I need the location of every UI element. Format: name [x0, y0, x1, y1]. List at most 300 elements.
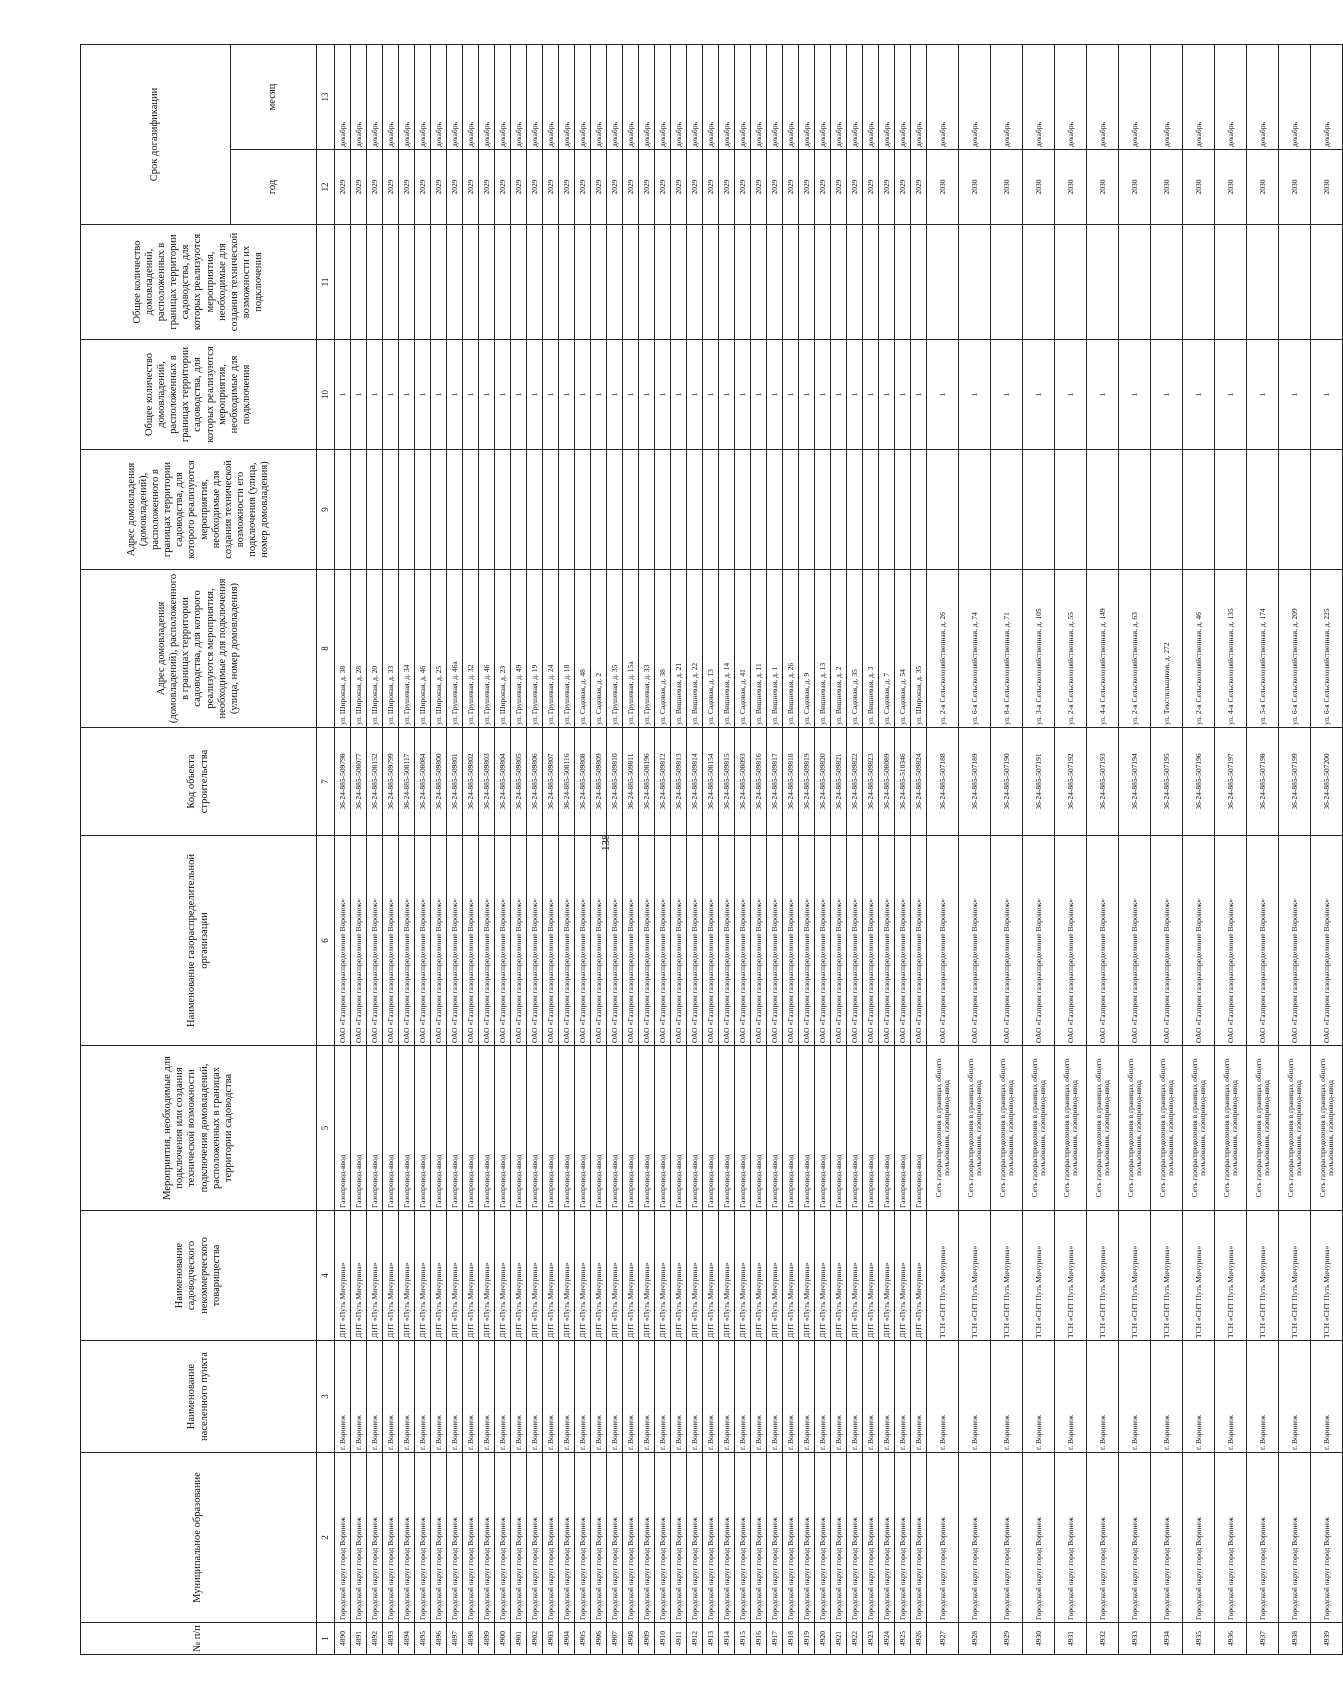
cell-year: 2029 — [783, 150, 799, 225]
cell-row-number: 4920 — [815, 1623, 831, 1655]
cell-partnership-name: ДНТ «Путь Мичурина» — [847, 1211, 863, 1341]
cell-row-number: 4910 — [655, 1623, 671, 1655]
cell-row-number: 4928 — [959, 1623, 991, 1655]
cell-partnership-name: ДНТ «Путь Мичурина» — [447, 1211, 463, 1341]
cell-count-capability — [783, 225, 799, 340]
cell-count-connection: 1 — [671, 340, 687, 450]
cell-year: 2029 — [895, 150, 911, 225]
cell-row-number: 4901 — [511, 1623, 527, 1655]
cell-count-capability — [719, 225, 735, 340]
cell-municipality: Городской округ город Воронеж — [1215, 1453, 1247, 1623]
column-number: 4 — [317, 1211, 335, 1341]
cell-year: 2029 — [879, 150, 895, 225]
table-row — [671, 44, 687, 1654]
cell-object-code: 36-24-885-507195 — [1151, 728, 1183, 836]
cell-gas-organization: ОАО «Газпром газораспределение Воронеж» — [399, 836, 415, 1046]
cell-gas-organization: ОАО «Газпром газораспределение Воронеж» — [623, 836, 639, 1046]
cell-partnership-name: ДНТ «Путь Мичурина» — [495, 1211, 511, 1341]
column-number: 1 — [317, 1623, 335, 1655]
cell-count-capability — [671, 225, 687, 340]
cell-address-capability — [959, 450, 991, 570]
cell-gas-organization: ОАО «Газпром газораспределение Воронеж» — [559, 836, 575, 1046]
cell-count-connection: 1 — [1087, 340, 1119, 450]
table-row — [927, 44, 959, 1654]
cell-count-connection: 1 — [863, 340, 879, 450]
cell-count-connection: 1 — [895, 340, 911, 450]
cell-measure: Газопровод-ввод — [463, 1046, 479, 1211]
cell-month: декабрь — [1279, 44, 1311, 149]
cell-partnership-name: ДНТ «Путь Мичурина» — [335, 1211, 351, 1341]
cell-count-connection: 1 — [1279, 340, 1311, 450]
cell-partnership-name: ТСН «СНТ Путь Мичурина» — [1087, 1211, 1119, 1341]
cell-count-connection: 1 — [639, 340, 655, 450]
cell-settlement: г. Воронеж — [703, 1341, 719, 1453]
cell-address-connection: ул. Вишневая, д. 21 — [671, 570, 687, 728]
cell-settlement: г. Воронеж — [847, 1341, 863, 1453]
cell-month: декабрь — [735, 44, 751, 149]
cell-settlement: г. Воронеж — [671, 1341, 687, 1453]
cell-municipality: Городской округ город Воронеж — [511, 1453, 527, 1623]
cell-partnership-name: ДНТ «Путь Мичурина» — [351, 1211, 367, 1341]
cell-count-capability — [1247, 225, 1279, 340]
cell-count-connection: 1 — [991, 340, 1023, 450]
cell-address-connection: ул. Садовая, д. 9 — [799, 570, 815, 728]
cell-settlement: г. Воронеж — [463, 1341, 479, 1453]
cell-municipality: Городской округ город Воронеж — [687, 1453, 703, 1623]
cell-count-capability — [751, 225, 767, 340]
cell-partnership-name: ДНТ «Путь Мичурина» — [815, 1211, 831, 1341]
cell-count-capability — [1151, 225, 1183, 340]
header-col8: Адрес домовладения (домовладений), расположенного в границах территории садоводства, для которого реализуются мероприятия, необходимые для подключения (улица, номер домовладения) — [81, 570, 317, 728]
cell-object-code: 36-24-885-509815 — [719, 728, 735, 836]
cell-object-code: 36-24-885-509800 — [431, 728, 447, 836]
cell-object-code: 36-24-885-508077 — [351, 728, 367, 836]
cell-address-connection: ул. Широкая, д. 23 — [495, 570, 511, 728]
cell-municipality: Городской округ город Воронеж — [799, 1453, 815, 1623]
cell-object-code: 36-24-885-509823 — [863, 728, 879, 836]
cell-address-capability — [799, 450, 815, 570]
cell-count-connection: 1 — [463, 340, 479, 450]
cell-address-connection: ул. Широкая, д. 28 — [351, 570, 367, 728]
cell-year: 2029 — [463, 150, 479, 225]
cell-municipality: Городской округ город Воронеж — [831, 1453, 847, 1623]
cell-year: 2029 — [847, 150, 863, 225]
cell-year: 2029 — [719, 150, 735, 225]
cell-object-code: 36-24-885-509820 — [815, 728, 831, 836]
cell-measure: Сеть газораспределения в границах общего пользования, газопровод-ввод — [1311, 1046, 1343, 1211]
cell-year: 2030 — [1087, 150, 1119, 225]
cell-month: декабрь — [479, 44, 495, 149]
cell-object-code: 36-24-885-509801 — [447, 728, 463, 836]
cell-year: 2029 — [911, 150, 927, 225]
header-col2: Муниципальное образование — [81, 1453, 317, 1623]
table-row — [479, 44, 495, 1654]
cell-measure: Газопровод-ввод — [783, 1046, 799, 1211]
cell-address-capability — [399, 450, 415, 570]
cell-address-capability — [1087, 450, 1119, 570]
cell-row-number: 4939 — [1311, 1623, 1343, 1655]
cell-partnership-name: ТСН «СНТ Путь Мичурина» — [1023, 1211, 1055, 1341]
cell-object-code: 36-24-885-509803 — [479, 728, 495, 836]
cell-count-capability — [1183, 225, 1215, 340]
cell-object-code: 36-24-885-507194 — [1119, 728, 1151, 836]
cell-count-capability — [335, 225, 351, 340]
cell-count-connection: 1 — [559, 340, 575, 450]
cell-address-connection: ул. Грушевая, д. 19 — [527, 570, 543, 728]
cell-measure: Газопровод-ввод — [911, 1046, 927, 1211]
cell-row-number: 4917 — [767, 1623, 783, 1655]
table-row — [1247, 44, 1279, 1654]
cell-month: декабрь — [719, 44, 735, 149]
cell-row-number: 4892 — [367, 1623, 383, 1655]
cell-settlement: г. Воронеж — [511, 1341, 527, 1453]
cell-year: 2029 — [415, 150, 431, 225]
cell-address-capability — [783, 450, 799, 570]
table-row — [431, 44, 447, 1654]
table-row — [991, 44, 1023, 1654]
cell-year: 2029 — [671, 150, 687, 225]
cell-measure: Газопровод-ввод — [895, 1046, 911, 1211]
cell-row-number: 4931 — [1055, 1623, 1087, 1655]
cell-count-connection: 1 — [431, 340, 447, 450]
cell-partnership-name: ДНТ «Путь Мичурина» — [735, 1211, 751, 1341]
cell-row-number: 4933 — [1119, 1623, 1151, 1655]
cell-address-capability — [351, 450, 367, 570]
cell-object-code: 36-24-885-509818 — [783, 728, 799, 836]
cell-row-number: 4930 — [1023, 1623, 1055, 1655]
cell-row-number: 4937 — [1247, 1623, 1279, 1655]
table-row — [575, 44, 591, 1654]
cell-count-capability — [767, 225, 783, 340]
cell-municipality: Городской округ город Воронеж — [431, 1453, 447, 1623]
cell-count-capability — [383, 225, 399, 340]
cell-object-code: 36-24-885-507193 — [1087, 728, 1119, 836]
cell-count-capability — [735, 225, 751, 340]
cell-address-connection: ул. Вишневая, д. 11 — [751, 570, 767, 728]
table-row — [1119, 44, 1151, 1654]
cell-address-capability — [463, 450, 479, 570]
cell-address-capability — [767, 450, 783, 570]
cell-row-number: 4918 — [783, 1623, 799, 1655]
cell-object-code: 36-24-885-510346 — [895, 728, 911, 836]
cell-partnership-name: ДНТ «Путь Мичурина» — [911, 1211, 927, 1341]
table-row — [799, 44, 815, 1654]
cell-month: декабрь — [639, 44, 655, 149]
cell-settlement: г. Воронеж — [559, 1341, 575, 1453]
cell-count-connection: 1 — [751, 340, 767, 450]
cell-count-connection: 1 — [735, 340, 751, 450]
cell-measure: Газопровод-ввод — [879, 1046, 895, 1211]
cell-month: декабрь — [495, 44, 511, 149]
cell-address-capability — [1311, 450, 1343, 570]
cell-object-code: 36-24-885-509822 — [847, 728, 863, 836]
cell-gas-organization: ОАО «Газпром газораспределение Воронеж» — [527, 836, 543, 1046]
cell-count-capability — [527, 225, 543, 340]
cell-month: декабрь — [511, 44, 527, 149]
cell-year: 2030 — [1311, 150, 1343, 225]
cell-count-capability — [847, 225, 863, 340]
cell-gas-organization: ОАО «Газпром газораспределение Воронеж» — [543, 836, 559, 1046]
cell-address-capability — [735, 450, 751, 570]
cell-gas-organization: ОАО «Газпром газораспределение Воронеж» — [1055, 836, 1087, 1046]
cell-row-number: 4905 — [575, 1623, 591, 1655]
cell-measure: Сеть газораспределения в границах общего пользования, газопровод-ввод — [1119, 1046, 1151, 1211]
cell-gas-organization: ОАО «Газпром газораспределение Воронеж» — [1311, 836, 1343, 1046]
cell-settlement: г. Воронеж — [783, 1341, 799, 1453]
cell-settlement: г. Воронеж — [591, 1341, 607, 1453]
cell-row-number: 4899 — [479, 1623, 495, 1655]
table-row — [447, 44, 463, 1654]
cell-municipality: Городской округ город Воронеж — [815, 1453, 831, 1623]
cell-month: декабрь — [815, 44, 831, 149]
cell-measure: Сеть газораспределения в границах общего пользования, газопровод-ввод — [1183, 1046, 1215, 1211]
cell-measure: Газопровод-ввод — [639, 1046, 655, 1211]
cell-object-code: 36-24-885-507192 — [1055, 728, 1087, 836]
cell-object-code: 36-24-885-508117 — [399, 728, 415, 836]
cell-address-connection: ул. Грушевая, д. 15а — [623, 570, 639, 728]
cell-measure: Сеть газораспределения в границах общего пользования, газопровод-ввод — [959, 1046, 991, 1211]
table-row — [687, 44, 703, 1654]
cell-municipality: Городской округ город Воронеж — [1247, 1453, 1279, 1623]
cell-object-code: 36-24-885-507191 — [1023, 728, 1055, 836]
cell-count-capability — [431, 225, 447, 340]
cell-address-capability — [495, 450, 511, 570]
cell-year: 2029 — [479, 150, 495, 225]
cell-measure: Газопровод-ввод — [399, 1046, 415, 1211]
cell-municipality: Городской округ город Воронеж — [527, 1453, 543, 1623]
cell-object-code: 36-24-885-507196 — [1183, 728, 1215, 836]
cell-gas-organization: ОАО «Газпром газораспределение Воронеж» — [1279, 836, 1311, 1046]
cell-municipality: Городской округ город Воронеж — [847, 1453, 863, 1623]
cell-address-capability — [815, 450, 831, 570]
table-row — [1055, 44, 1087, 1654]
cell-year: 2029 — [495, 150, 511, 225]
cell-address-connection: ул. Вишневая, д. 13 — [815, 570, 831, 728]
cell-month: декабрь — [399, 44, 415, 149]
cell-municipality: Городской округ город Воронеж — [495, 1453, 511, 1623]
cell-gas-organization: ОАО «Газпром газораспределение Воронеж» — [591, 836, 607, 1046]
cell-row-number: 4916 — [751, 1623, 767, 1655]
cell-month: декабрь — [879, 44, 895, 149]
cell-gas-organization: ОАО «Газпром газораспределение Воронеж» — [1151, 836, 1183, 1046]
cell-measure: Газопровод-ввод — [591, 1046, 607, 1211]
header-col3: Наименование населенного пункта — [81, 1341, 317, 1453]
cell-gas-organization: ОАО «Газпром газораспределение Воронеж» — [1087, 836, 1119, 1046]
cell-address-capability — [671, 450, 687, 570]
table-row — [559, 44, 575, 1654]
cell-municipality: Городской округ город Воронеж — [655, 1453, 671, 1623]
cell-address-capability — [1055, 450, 1087, 570]
cell-address-connection: ул. Грушевая, д. 18 — [559, 570, 575, 728]
cell-count-connection: 1 — [1215, 340, 1247, 450]
cell-count-capability — [863, 225, 879, 340]
cell-address-capability — [575, 450, 591, 570]
cell-gas-organization: ОАО «Газпром газораспределение Воронеж» — [1247, 836, 1279, 1046]
cell-count-capability — [1087, 225, 1119, 340]
cell-settlement: г. Воронеж — [351, 1341, 367, 1453]
table-row — [911, 44, 927, 1654]
cell-partnership-name: ДНТ «Путь Мичурина» — [575, 1211, 591, 1341]
cell-gas-organization: ОАО «Газпром газораспределение Воронеж» — [991, 836, 1023, 1046]
cell-count-capability — [575, 225, 591, 340]
table-row — [847, 44, 863, 1654]
cell-measure: Газопровод-ввод — [495, 1046, 511, 1211]
table-row — [495, 44, 511, 1654]
cell-object-code: 36-24-885-509821 — [831, 728, 847, 836]
cell-row-number: 4926 — [911, 1623, 927, 1655]
cell-measure: Сеть газораспределения в границах общего пользования, газопровод-ввод — [1247, 1046, 1279, 1211]
cell-measure: Газопровод-ввод — [767, 1046, 783, 1211]
cell-measure: Газопровод-ввод — [671, 1046, 687, 1211]
cell-object-code: 36-24-885-507188 — [927, 728, 959, 836]
cell-address-connection: ул. 6-я Сельскохозяйственная, д. 225 — [1311, 570, 1343, 728]
cell-partnership-name: ДНТ «Путь Мичурина» — [863, 1211, 879, 1341]
cell-count-capability — [367, 225, 383, 340]
table-row — [511, 44, 527, 1654]
cell-address-capability — [991, 450, 1023, 570]
cell-municipality: Городской округ город Воронеж — [1311, 1453, 1343, 1623]
cell-address-connection: ул. 4-я Сельскохозяйственная, д. 135 — [1215, 570, 1247, 728]
cell-year: 2029 — [703, 150, 719, 225]
cell-gas-organization: ОАО «Газпром газораспределение Воронеж» — [783, 836, 799, 1046]
cell-count-capability — [895, 225, 911, 340]
cell-address-capability — [1247, 450, 1279, 570]
cell-municipality: Городской округ город Воронеж — [575, 1453, 591, 1623]
cell-row-number: 4897 — [447, 1623, 463, 1655]
cell-count-connection: 1 — [815, 340, 831, 450]
cell-year: 2029 — [543, 150, 559, 225]
cell-measure: Газопровод-ввод — [479, 1046, 495, 1211]
cell-gas-organization: ОАО «Газпром газораспределение Воронеж» — [463, 836, 479, 1046]
cell-settlement: г. Воронеж — [687, 1341, 703, 1453]
cell-address-capability — [591, 450, 607, 570]
cell-measure: Сеть газораспределения в границах общего пользования, газопровод-ввод — [1151, 1046, 1183, 1211]
cell-measure: Газопровод-ввод — [815, 1046, 831, 1211]
cell-settlement: г. Воронеж — [1215, 1341, 1247, 1453]
cell-gas-organization: ОАО «Газпром газораспределение Воронеж» — [703, 836, 719, 1046]
cell-count-capability — [703, 225, 719, 340]
cell-settlement: г. Воронеж — [655, 1341, 671, 1453]
cell-row-number: 4923 — [863, 1623, 879, 1655]
cell-year: 2029 — [751, 150, 767, 225]
cell-address-capability — [479, 450, 495, 570]
table-row — [1215, 44, 1247, 1654]
cell-year: 2029 — [351, 150, 367, 225]
cell-count-connection: 1 — [575, 340, 591, 450]
column-number: 2 — [317, 1453, 335, 1623]
cell-object-code: 36-24-885-509808 — [575, 728, 591, 836]
cell-partnership-name: ТСН «СНТ Путь Мичурина» — [991, 1211, 1023, 1341]
cell-municipality: Городской округ город Воронеж — [1055, 1453, 1087, 1623]
header-col13: месяц — [231, 44, 317, 149]
cell-gas-organization: ОАО «Газпром газораспределение Воронеж» — [799, 836, 815, 1046]
cell-municipality: Городской округ город Воронеж — [639, 1453, 655, 1623]
cell-gas-organization: ОАО «Газпром газораспределение Воронеж» — [511, 836, 527, 1046]
column-number: 3 — [317, 1341, 335, 1453]
header-col6: Наименование газораспределительной организации — [81, 836, 317, 1046]
cell-gas-organization: ОАО «Газпром газораспределение Воронеж» — [895, 836, 911, 1046]
cell-partnership-name: ДНТ «Путь Мичурина» — [623, 1211, 639, 1341]
cell-object-code: 36-24-885-508093 — [735, 728, 751, 836]
cell-address-capability — [511, 450, 527, 570]
cell-count-capability — [911, 225, 927, 340]
cell-object-code: 36-24-885-508084 — [415, 728, 431, 836]
table-row — [895, 44, 911, 1654]
cell-month: декабрь — [847, 44, 863, 149]
cell-partnership-name: ТСН «СНТ Путь Мичурина» — [927, 1211, 959, 1341]
cell-month: декабрь — [1055, 44, 1087, 149]
cell-partnership-name: ТСН «СНТ Путь Мичурина» — [1247, 1211, 1279, 1341]
table-row — [719, 44, 735, 1654]
cell-row-number: 4895 — [415, 1623, 431, 1655]
cell-row-number: 4915 — [735, 1623, 751, 1655]
cell-gas-organization: ОАО «Газпром газораспределение Воронеж» — [447, 836, 463, 1046]
cell-month: декабрь — [703, 44, 719, 149]
column-number: 10 — [317, 340, 335, 450]
cell-object-code: 36-24-885-508196 — [639, 728, 655, 836]
cell-address-capability — [415, 450, 431, 570]
cell-address-capability — [1023, 450, 1055, 570]
cell-count-connection: 1 — [687, 340, 703, 450]
cell-address-connection: ул. Грушевая, д. 33 — [639, 570, 655, 728]
cell-object-code: 36-24-885-509810 — [607, 728, 623, 836]
cell-count-capability — [415, 225, 431, 340]
cell-partnership-name: ДНТ «Путь Мичурина» — [415, 1211, 431, 1341]
cell-year: 2030 — [959, 150, 991, 225]
cell-measure: Сеть газораспределения в границах общего пользования, газопровод-ввод — [1215, 1046, 1247, 1211]
cell-partnership-name: ДНТ «Путь Мичурина» — [367, 1211, 383, 1341]
cell-address-connection: ул. Широкая, д. 35 — [911, 570, 927, 728]
cell-month: декабрь — [927, 44, 959, 149]
cell-year: 2030 — [1183, 150, 1215, 225]
cell-count-capability — [479, 225, 495, 340]
cell-address-connection: ул. Текстильщиков, д. 272 — [1151, 570, 1183, 728]
cell-settlement: г. Воронеж — [1247, 1341, 1279, 1453]
cell-year: 2029 — [591, 150, 607, 225]
cell-municipality: Городской округ город Воронеж — [607, 1453, 623, 1623]
cell-gas-organization: ОАО «Газпром газораспределение Воронеж» — [655, 836, 671, 1046]
cell-year: 2029 — [623, 150, 639, 225]
cell-count-capability — [927, 225, 959, 340]
cell-address-capability — [431, 450, 447, 570]
cell-object-code: 36-24-885-509802 — [463, 728, 479, 836]
cell-measure: Газопровод-ввод — [335, 1046, 351, 1211]
cell-object-code: 36-24-885-507189 — [959, 728, 991, 836]
cell-address-connection: ул. Грушевая, д. 46 — [479, 570, 495, 728]
cell-row-number: 4891 — [351, 1623, 367, 1655]
cell-address-connection: ул. Вишневая, д. 14 — [719, 570, 735, 728]
cell-count-connection: 1 — [591, 340, 607, 450]
cell-count-connection: 1 — [527, 340, 543, 450]
cell-measure: Газопровод-ввод — [367, 1046, 383, 1211]
cell-partnership-name: ДНТ «Путь Мичурина» — [767, 1211, 783, 1341]
cell-gas-organization: ОАО «Газпром газораспределение Воронеж» — [495, 836, 511, 1046]
cell-municipality: Городской округ город Воронеж — [1023, 1453, 1055, 1623]
header-col10: Общее количество домовладений, расположенных в границах территории садоводства, для которых реализуются мероприятия, необходимые для подключения — [81, 340, 317, 450]
table-row — [607, 44, 623, 1654]
cell-municipality: Городской округ город Воронеж — [559, 1453, 575, 1623]
cell-partnership-name: ДНТ «Путь Мичурина» — [559, 1211, 575, 1341]
cell-settlement: г. Воронеж — [447, 1341, 463, 1453]
cell-row-number: 4904 — [559, 1623, 575, 1655]
cell-count-capability — [607, 225, 623, 340]
table-row — [591, 44, 607, 1654]
cell-address-connection: ул. Вишневая, д. 2 — [831, 570, 847, 728]
table-row — [1311, 44, 1343, 1654]
cell-month: декабрь — [575, 44, 591, 149]
cell-count-connection: 1 — [1247, 340, 1279, 450]
cell-year: 2029 — [687, 150, 703, 225]
